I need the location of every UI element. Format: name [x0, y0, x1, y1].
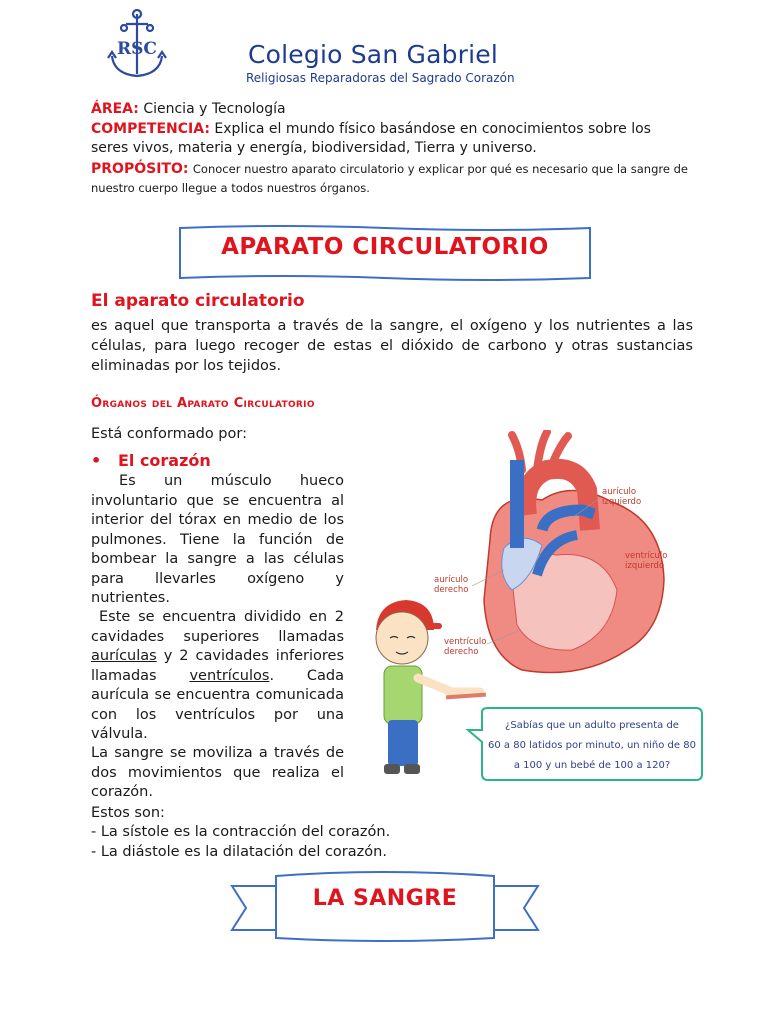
label-auricula-der-2: derecho: [434, 585, 469, 595]
school-name: Colegio San Gabriel: [248, 40, 499, 69]
la-sangre-banner: LA SANGRE: [312, 886, 458, 911]
heart-paragraph-2: [91, 608, 344, 745]
fact-line-2: 60 a 80 latidos por minuto, un niño de 80: [488, 740, 696, 751]
conformado-text: Está conformado por:: [91, 426, 247, 442]
competencia-label: COMPETENCIA:: [91, 121, 210, 137]
section-text: es aquel que transporta a través de la sangre, el oxígeno y los nutrientes a las células, para luego recoger de estas el dióxido de carbono y otras sustancias eliminadas por los tejidos.: [91, 318, 693, 374]
school-logo: [104, 8, 170, 82]
estos-son: Estos son:: [91, 805, 165, 821]
heart-p2-a: Este se encuentra dividido en 2 cavidades superiores llamadas: [91, 609, 344, 645]
label-auricula-izq-1: aurículo: [602, 487, 637, 497]
heart-p2-b: y 2 cavidades inferiores llamadas: [91, 648, 345, 684]
label-auricula-izq-2: izquierdo: [602, 497, 642, 507]
competencia-value: Explica el mundo físico basándose en conocimientos sobre los seres vivos, materia y energía, biodiversidad, Tierra y universo.: [91, 121, 651, 156]
bullet-heart-label: El corazón: [117, 451, 211, 470]
area-label: ÁREA:: [91, 101, 139, 117]
heart-paragraph-3: [91, 744, 344, 803]
label-ventriculo-izq-1: ventrículo: [625, 551, 668, 561]
school-subtitle: Religiosas Reparadoras del Sagrado Corazón: [246, 71, 515, 85]
fact-line-3: a 100 y un bebé de 100 a 120?: [513, 760, 671, 771]
heart-p1: Es un músculo hueco involuntario que se encuentra al interior del tórax en medio de los pulmones. Tiene la función de bombear la sangre a las células para llevarles oxígeno y nutrientes.: [91, 473, 344, 606]
section-heading: El aparato circulatorio: [91, 291, 305, 311]
bullet-heart: [91, 451, 211, 470]
heart-p3: La sangre se moviliza a través de dos movimientos que realiza el corazón.: [91, 745, 344, 800]
area-line: [91, 100, 691, 119]
auriculas-term: aurículas: [91, 648, 157, 664]
proposito-label: PROPÓSITO:: [91, 161, 189, 177]
label-ventriculo-der-2: derecho: [444, 647, 479, 657]
heart-illustration: [372, 430, 742, 800]
area-value: Ciencia y Tecnología: [143, 101, 286, 117]
bullet-icon: •: [91, 451, 102, 470]
ventriculos-term: ventrículos: [189, 667, 270, 684]
organs-heading: Órganos del Aparato Circulatorio: [91, 396, 315, 411]
logo-monogram: RSC: [117, 39, 157, 59]
label-ventriculo-izq-2: izquierdo: [625, 561, 665, 571]
heart-paragraph-1: [91, 472, 344, 609]
diastole-item: - La diástole es la dilatación del corazón.: [91, 844, 387, 860]
label-auricula-der-1: aurículo: [434, 575, 469, 585]
proposito-block: [91, 160, 691, 198]
fact-line-1: ¿Sabías que un adulto presenta de: [505, 720, 679, 731]
competencia-block: [91, 120, 691, 158]
title-banner: APARATO CIRCULATORIO: [221, 234, 549, 260]
label-ventriculo-der-1: ventrículo: [444, 637, 487, 647]
heart-p2: [91, 608, 344, 745]
heart-p2-c: . Cada aurícula se encuentra comunicada con los ventrículos por una válvula.: [91, 667, 344, 742]
sistole-item: - La sístole es la contracción del corazón.: [91, 824, 391, 840]
proposito-value: Conocer nuestro aparato circulatorio y explicar por qué es necesario que la sangre de nuestro cuerpo llegue a todos nuestros órganos.: [91, 162, 688, 195]
boy-figure: [376, 600, 486, 774]
